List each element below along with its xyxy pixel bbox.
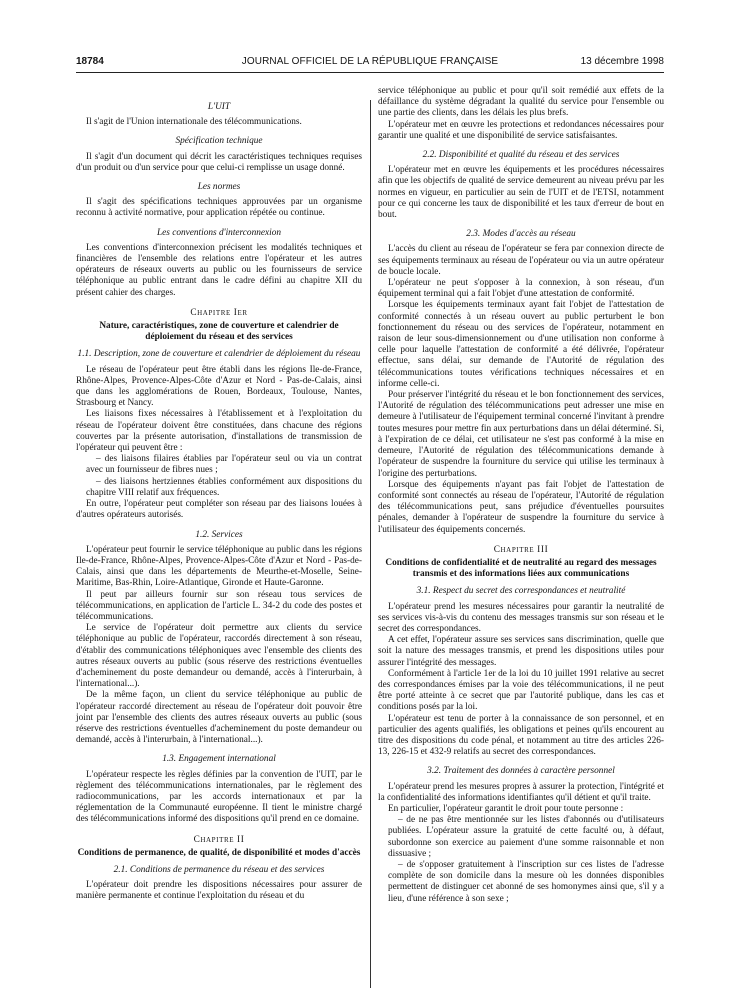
paragraph: L'opérateur met en œuvre les protections et redondances nécessaires pour garantir une qualité et une disponibilité de service satisfaisantes. — [378, 119, 664, 141]
heading-normes: Les normes — [197, 182, 241, 193]
section-1-2-title: 1.2. Services — [195, 529, 243, 540]
paragraph: L'opérateur prend les mesures propres à assurer la protection, l'intégrité et la confidentialité des informations identifiantes qu'il détient et qu'il traite. — [378, 781, 664, 803]
list-item: – des liaisons hertziennes établies conformément aux dispositions du chapitre VIII relatif aux fréquences. — [86, 476, 362, 498]
chapter-1-label: Chapitre Ier — [190, 307, 248, 318]
chapter-2-label: Chapitre II — [193, 834, 245, 845]
paragraph: L'opérateur est tenu de porter à la connaissance de son personnel, et en particulier des agents qualifiés, les obligations et peines qu'ils encourent au titre des dispositions du code pénal, et notamment au titre des articles 226-13, 226-15 et 432-9 relatifs au secret des correspondances. — [378, 713, 664, 758]
paragraph: Il peut par ailleurs fournir sur son réseau tous services de télécommunications, en application de l'article L. 34-2 du code des postes et télécommunications. — [76, 589, 362, 622]
column-divider — [370, 100, 371, 988]
left-column — [76, 86, 362, 903]
paragraph: Il s'agit des spécifications techniques approuvées par un organisme reconnu à activité normative, pour application répétée ou continue. — [76, 197, 362, 219]
header-rule — [76, 72, 664, 73]
heading-conventions: Les conventions d'interconnexion — [156, 227, 282, 238]
paragraph: Lorsque des équipements n'ayant pas fait l'objet de l'attestation de conformité sont connectés au réseau de l'opérateur, l'Autorité de régulation des télécommunications peut, sans préjudice d'éventuelles poursuites pénales, demander à l'opérateur de suspendre la fourniture du service à l'utilisateur des équipements concernés. — [378, 479, 664, 535]
section-2-1-title: 2.1. Conditions de permanence du réseau et des services — [113, 864, 325, 875]
paragraph: L'opérateur peut fournir le service téléphonique au public dans les régions Ile-de-France, Rhône-Alpes, Provence-Alpes-Côte d'Azur et Nord - Pas-de-Calais, ainsi que dans les départements de Meurthe-et-Moselle, Seine-Maritime, Bas-Rhin, Loire-Atlantique, Gironde et Haute-Garonne. — [76, 544, 362, 589]
page-header — [76, 56, 664, 72]
chapter-2-title: Conditions de permanence, de qualité, de disponibilité et modes d'accès — [77, 847, 361, 858]
paragraph: L'opérateur prend les mesures nécessaires pour garantir la neutralité de ses services vis-à-vis du contenu des messages transmis sur son réseau et le secret des correspondances. — [378, 601, 664, 634]
section-3-1-title: 3.1. Respect du secret des correspondances et neutralité — [416, 586, 626, 597]
section-2-2-title: 2.2. Disponibilité et qualité du réseau et des services — [422, 150, 620, 161]
journal-title: JOURNAL OFFICIEL DE LA RÉPUBLIQUE FRANÇAISE — [241, 56, 499, 67]
paragraph: Le réseau de l'opérateur peut être établi dans les régions Ile-de-France, Rhône-Alpes, Provence-Alpes-Côte d'Azur et Nord - Pas-de-Calais, ainsi que dans les agglomérations de Rouen, Bordeaux, Toulouse, Nantes, Strasbourg et Nancy. — [76, 364, 362, 409]
section-2-3-title: 2.3. Modes d'accès au réseau — [466, 229, 576, 240]
paragraph: L'opérateur respecte les règles définies par la convention de l'UIT, par le règlement des télécommunications internationales, par le règlement des radiocommunications, par les accords internationaux et par la réglementation de la Communauté européenne. Il tient le ministre chargé des télécommunications informé des dispositions qu'il prend en ce domaine. — [76, 769, 362, 825]
paragraph: L'opérateur met en œuvre les équipements et les procédures nécessaires afin que les objectifs de qualité de service demeurent au niveau prévu par les normes en vigueur, en particulier au sein de l'UIT et de l'ETSI, notamment pour ce qui concerne les taux de disponibilité et les taux d'erreur de bout en bout. — [378, 165, 664, 221]
list-item: – des liaisons filaires établies par l'opérateur seul ou via un contrat avec un fournisseur de fibres nues ; — [86, 454, 362, 476]
list-item: – de s'opposer gratuitement à l'inscription sur ces listes de l'adresse complète de son domicile dans la mesure où les données disponibles permettent de distinguer cet abonné de ses homonymes ainsi que, s'il y a lieu, d'une référence à son sexe ; — [388, 860, 664, 904]
chapter-1-title: Nature, caractéristiques, zone de couverture et calendrier de déploiement du réseau et des services — [99, 321, 339, 343]
chapter-3-title: Conditions de confidentialité et de neutralité au regard des messages transmis et des informations liées aux communications — [385, 557, 657, 580]
list-item: – de ne pas être mentionnée sur les listes d'abonnés ou d'utilisateurs publiées. L'opérateur assure la gratuité de cette faculté ou, à défaut, subordonne son exercice au paiement d'une somme raisonnable et non dissuasive ; — [388, 815, 664, 859]
paragraph: En outre, l'opérateur peut compléter son réseau par des liaisons louées à d'autres opérateurs autorisés. — [76, 499, 362, 521]
paragraph: En particulier, l'opérateur garantit le droit pour toute personne : — [388, 803, 624, 814]
paragraph: Pour préserver l'intégrité du réseau et le bon fonctionnement des services, l'Autorité de régulation des télécommunications peut adresser une mise en demeure à l'utilisateur de l'équipement terminal concerné l'invitant à prendre toutes mesures pour mettre fin aux perturbations dans un délai déterminé. Si, à l'expiration de ce délai, cet utilisateur ne s'est pas conformé à la mise en demeure, l'Autorité de régulation des télécommunications demande à l'opérateur de suspendre la fourniture du service qui utilise les terminaux à l'origine des perturbations. — [378, 390, 664, 479]
paragraph: Conformément à l'article 1er de la loi du 10 juillet 1991 relative au secret des correspondances émises par la voie des télécommunications, il ne peut être porté atteinte à ce secret que par l'autorité publique, dans les cas et conditions posés par la loi. — [378, 668, 664, 713]
paragraph: A cet effet, l'opérateur assure ses services sans discrimination, quelle que soit la nature des messages transmis, et prend les dispositions utiles pour assurer l'intégrité des messages. — [378, 635, 664, 668]
paragraph: Il s'agit d'un document qui décrit les caractéristiques techniques requises d'un produit ou d'un service pour que celui-ci remplisse un usage donné. — [76, 151, 362, 173]
heading-specification: Spécification technique — [175, 136, 263, 147]
section-3-2-title: 3.2. Traitement des données à caractère personnel — [427, 766, 615, 777]
paragraph: Le service de l'opérateur doit permettre aux clients du service téléphonique au public de l'opérateur, raccordés directement à son réseau, d'établir des communications téléphoniques avec l'ensemble des clients des autres réseaux ouverts au public (sous réserve des restrictions éventuelles d'acheminement du poste demandeur ou demandé, accès à l'interurbain, à l'international...). — [76, 623, 362, 690]
paragraph-continued: service téléphonique au public et pour qu'il soit remédié aux effets de la défaillance du système dégradant la qualité du service pour l'ensemble ou une partie des clients, dans les délais les plus brefs. — [378, 86, 664, 119]
paragraph: Lorsque les équipements terminaux ayant fait l'objet de l'attestation de conformité connectés à un réseau ouvert au public perturbent le bon fonctionnement du réseau ou des services de l'opérateur, notamment en raison de leur sous-dimensionnement ou d'une utilisation non conforme à celle pour laquelle l'attestation de conformité a été délivrée, l'opérateur effectue, sans délai, sur demande de l'Autorité de régulation des télécommunications toutes vérifications techniques nécessaires et en informe celle-ci. — [378, 300, 664, 389]
paragraph: De la même façon, un client du service téléphonique au public de l'opérateur raccordé directement au réseau de l'opérateur doit pouvoir être joint par l'ensemble des clients des autres réseaux ouverts au public (sous réserve des restrictions éventuelles d'acheminement du poste demandeur ou demandé, accès à l'interurbain, à l'international...). — [76, 690, 362, 746]
paragraph: L'opérateur ne peut s'opposer à la connexion, à son réseau, d'un équipement terminal qui a fait l'objet d'une attestation de conformité. — [378, 278, 664, 300]
page-number: 18784 — [76, 56, 104, 67]
publication-date: 13 décembre 1998 — [580, 56, 664, 67]
paragraph: Les liaisons fixes nécessaires à l'établissement et à l'exploitation du réseau de l'opérateur doivent être constituées, dans chacune des régions couvertes par la présente autorisation, d'installations de transmission de l'opérateur qui peuvent être : — [76, 409, 362, 454]
paragraph: L'accès du client au réseau de l'opérateur se fera par connexion directe de ses équipements terminaux au réseau de l'opérateur ou via un autre opérateur de boucle locale. — [378, 244, 664, 277]
paragraph: Les conventions d'interconnexion précisent les modalités techniques et financières de l'ensemble des relations entre l'opérateur et les autres opérateurs de réseaux ouverts au public ou les fournisseurs de service téléphonique au public entrant dans le cadre défini au chapitre XII du présent cahier des charges. — [76, 242, 362, 298]
heading-uit: L'UIT — [207, 102, 231, 112]
section-1-1-title: 1.1. Description, zone de couverture et calendrier de déploiement du réseau — [77, 349, 361, 360]
chapter-3-label: Chapitre III — [493, 544, 549, 555]
right-column — [378, 86, 664, 905]
paragraph: Il s'agit de l'Union internationale des télécommunications. — [86, 117, 302, 128]
paragraph: L'opérateur doit prendre les dispositions nécessaires pour assurer de manière permanente et continue l'exploitation du réseau et du — [76, 880, 362, 902]
section-1-3-title: 1.3. Engagement international — [162, 754, 276, 765]
